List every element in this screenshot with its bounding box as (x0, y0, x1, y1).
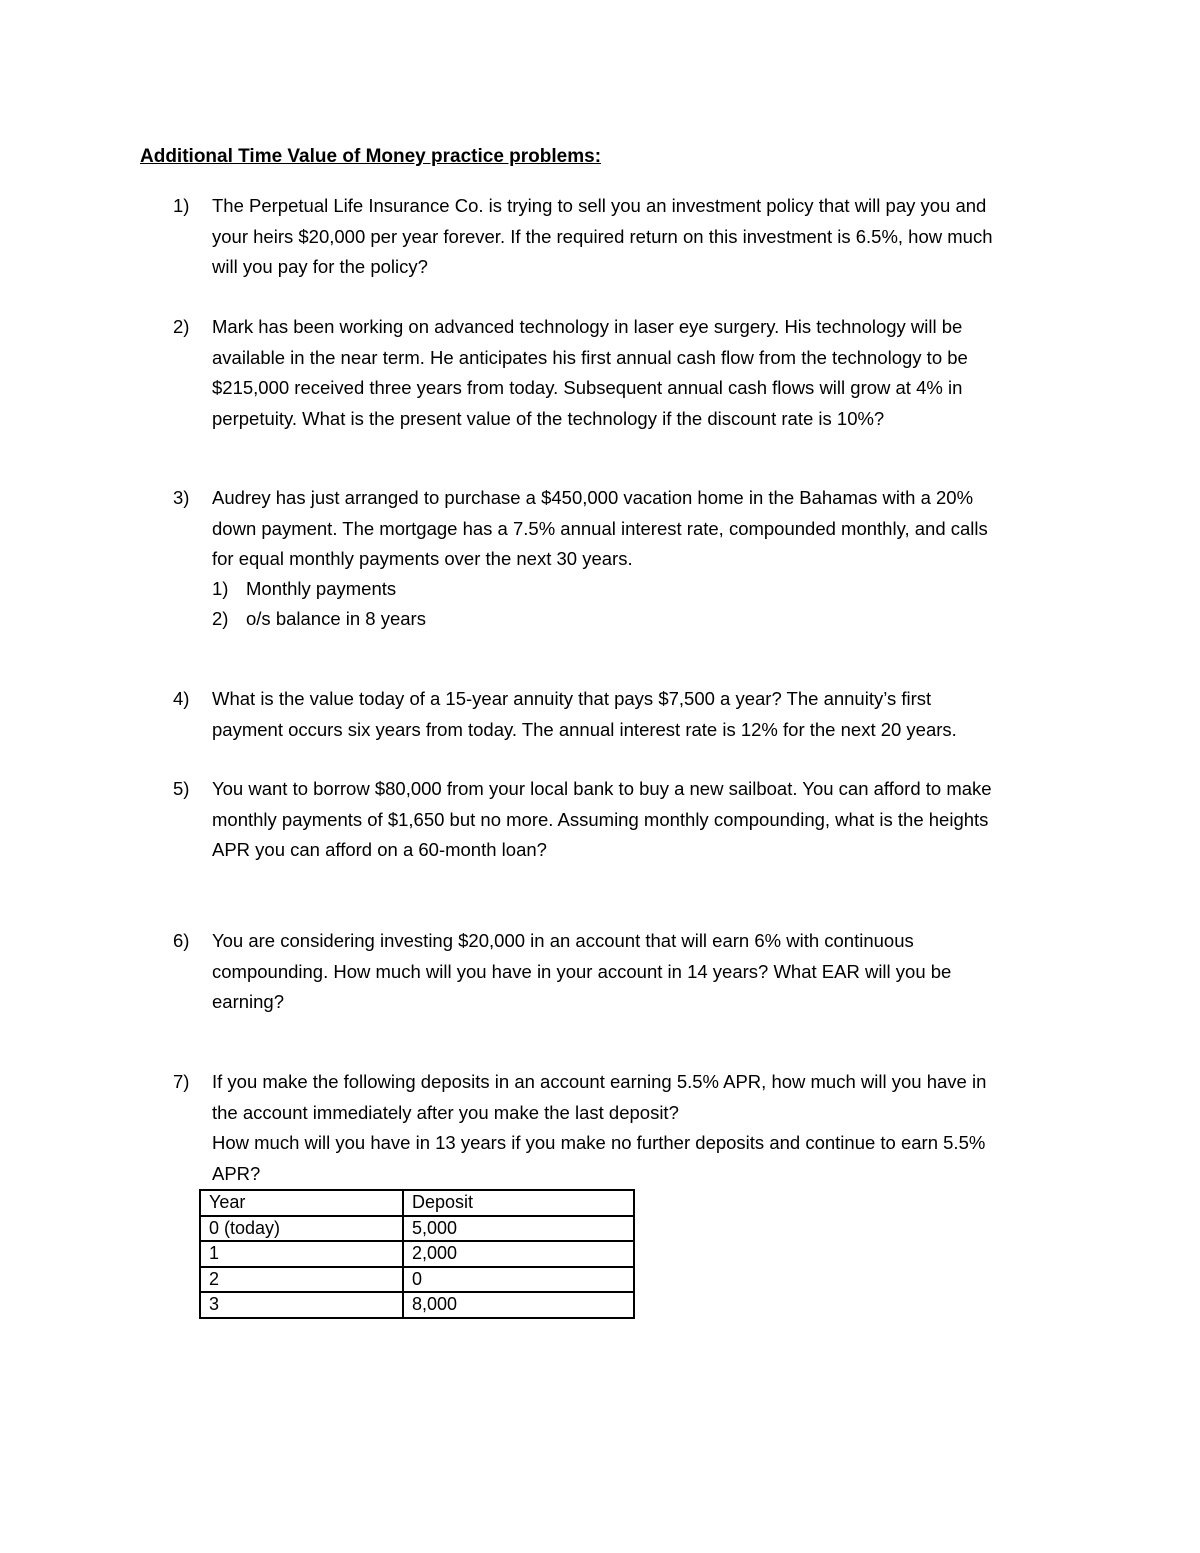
problem-text-line: available in the near term. He anticipates his first annual cash flow from the technology to be (212, 346, 968, 368)
subitem-number: 2) (212, 608, 229, 629)
problem-text-line: payment occurs six years from today. The annual interest rate is 12% for the next 20 years. (212, 718, 957, 740)
problem-number: 5) (173, 778, 190, 799)
problem-text-line: perpetuity. What is the present value of the technology if the discount rate is 10%? (212, 407, 885, 429)
subitem-text: Monthly payments (246, 578, 397, 599)
table-row (200, 1216, 634, 1242)
subitem-number: 1) (212, 578, 229, 599)
subitem-text: o/s balance in 8 years (246, 608, 426, 629)
table-cell-year: 2 (200, 1267, 403, 1293)
problem-text-line: earning? (212, 991, 285, 1012)
problem-text-line: monthly payments of $1,650 but no more. Assuming monthly compounding, what is the heights (212, 808, 989, 830)
deposits-table (199, 1189, 635, 1319)
table-row (200, 1267, 634, 1293)
problem-text-line: What is the value today of a 15-year annuity that pays $7,500 a year? The annuity’s first (212, 688, 932, 709)
table-cell-year: 0 (today) (200, 1216, 403, 1242)
column-header-deposit: Deposit (403, 1190, 634, 1216)
problem-text-line: You are considering investing $20,000 in an account that will earn 6% with continuous (212, 930, 914, 951)
problem-number: 7) (173, 1071, 190, 1092)
table-cell-year: 3 (200, 1292, 403, 1318)
problem-text-line: If you make the following deposits in an account earning 5.5% APR, how much will you have in (212, 1071, 987, 1092)
problem-number: 6) (173, 930, 190, 951)
table-cell-year: 1 (200, 1241, 403, 1267)
column-header-year: Year (200, 1190, 403, 1216)
problem-text-line: $215,000 received three years from today. Subsequent annual cash flows will grow at 4% in (212, 377, 963, 398)
table-cell-deposit: 0 (403, 1267, 634, 1293)
problem-text-line: will you pay for the policy? (212, 256, 428, 277)
problem-number: 1) (173, 195, 190, 216)
problem-text-line: Mark has been working on advanced technology in laser eye surgery. His technology will be (212, 316, 963, 337)
page-title: Additional Time Value of Money practice problems: (140, 146, 602, 167)
table-cell-deposit: 2,000 (403, 1241, 634, 1267)
problem-text-line: your heirs $20,000 per year forever. If the required return on this investment is 6.5%, how much (212, 225, 993, 247)
problem-number: 2) (173, 316, 190, 337)
problem-text-line: APR? (212, 1162, 261, 1184)
problem-text-line: How much will you have in 13 years if you make no further deposits and continue to earn 5.5% (212, 1132, 986, 1153)
problem-text-line: The Perpetual Life Insurance Co. is trying to sell you an investment policy that will pay you and (212, 195, 987, 216)
table-header-row (200, 1190, 634, 1216)
problem-number: 4) (173, 688, 190, 709)
problem-text-line: You want to borrow $80,000 from your local bank to buy a new sailboat. You can afford to make (212, 778, 992, 799)
problem-text-line: for equal monthly payments over the next 30 years. (212, 548, 633, 569)
problem-text-line: the account immediately after you make the last deposit? (212, 1101, 679, 1123)
table-row (200, 1241, 634, 1267)
table-cell-deposit: 5,000 (403, 1216, 634, 1242)
table-cell-deposit: 8,000 (403, 1292, 634, 1318)
problem-text-line: Audrey has just arranged to purchase a $450,000 vacation home in the Bahamas with a 20% (212, 487, 974, 508)
problem-number: 3) (173, 487, 190, 508)
problem-text-line: APR you can afford on a 60-month loan? (212, 839, 547, 860)
problem-text-line: compounding. How much will you have in your account in 14 years? What EAR will you be (212, 960, 952, 982)
problem-text-line: down payment. The mortgage has a 7.5% annual interest rate, compounded monthly, and calls (212, 517, 988, 539)
table-row (200, 1292, 634, 1318)
